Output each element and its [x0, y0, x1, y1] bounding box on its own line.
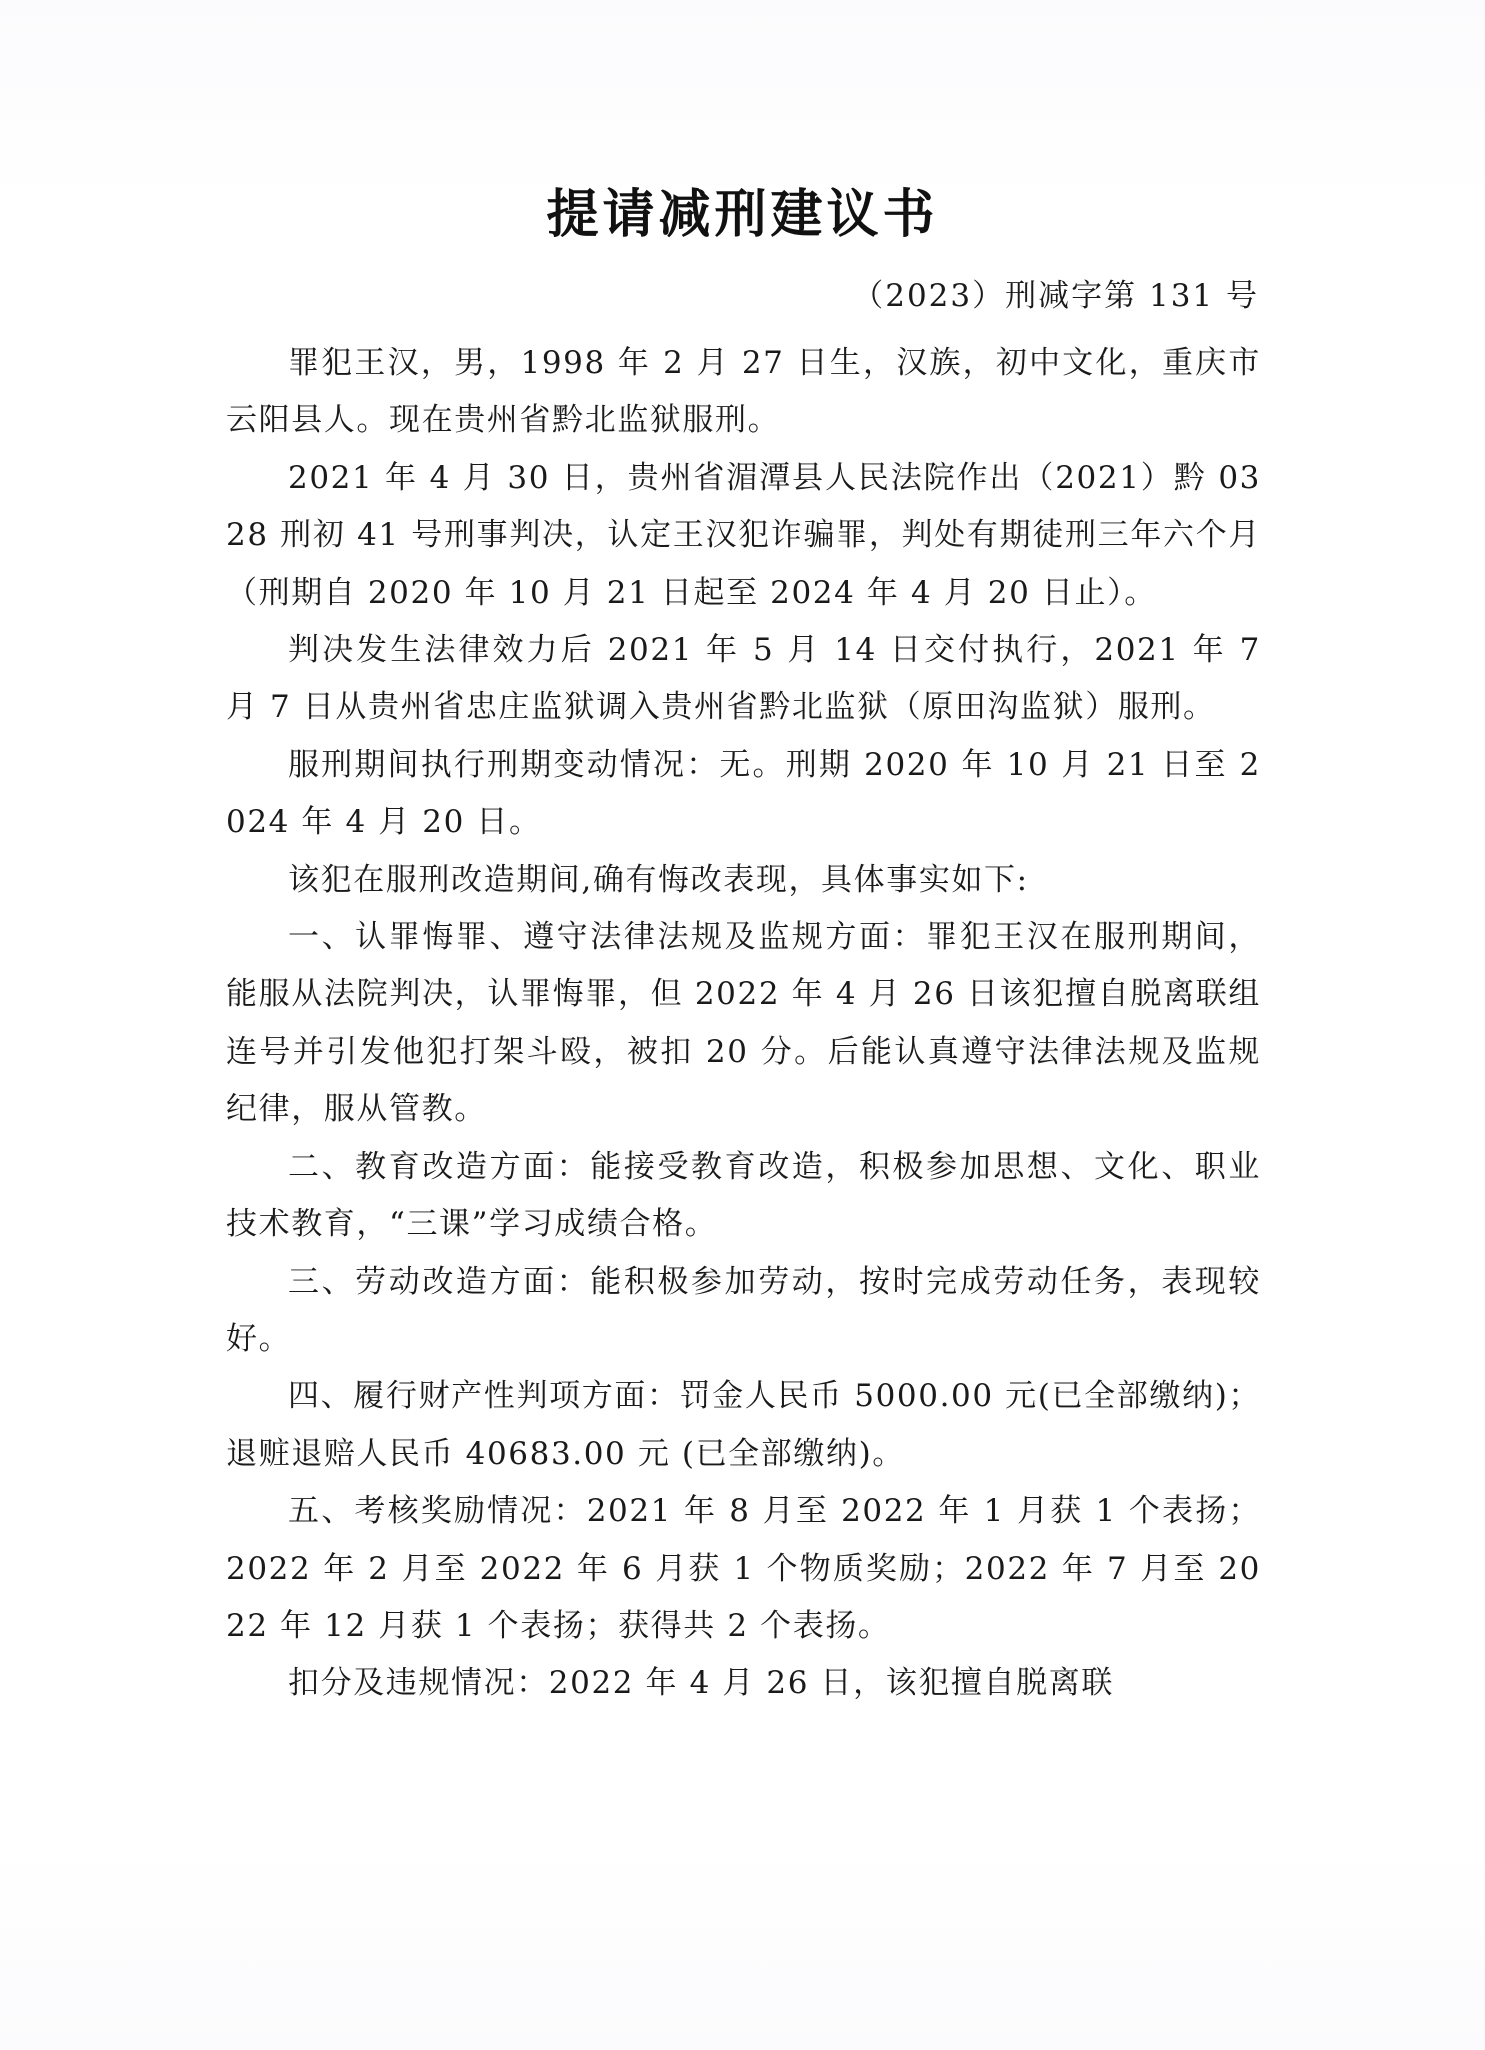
paragraph-item-5-rewards: 五、考核奖励情况：2021 年 8 月至 2022 年 1 月获 1 个表扬；2022 年 2 月至 2022 年 6 月获 1 个物质奖励；2022 年 7 月至 2022 年 12 月获 1 个表扬；获得共 2 个表扬。 [226, 1493, 1261, 1644]
document-title: 提请减刑建议书 [546, 185, 939, 245]
paragraph-judgment: 2021 年 4 月 30 日，贵州省湄潭县人民法院作出（2021）黔 0328 刑初 41 号刑事判决，认定王汉犯诈骗罪，判处有期徒刑三年六个月（刑期自 2020 年 10 月 21 日起至 2024 年 4 月 20 日止）。 [226, 459, 1261, 611]
document-body [226, 335, 1261, 1713]
paragraph-violations: 扣分及违规情况：2022 年 4 月 26 日，该犯擅自脱离联 [288, 1665, 1114, 1702]
document-number: （2023）刑减字第 131 号 [852, 278, 1259, 314]
paragraph-execution: 判决发生法律效力后 2021 年 5 月 14 日交付执行，2021 年 7 月 7 日从贵州省忠庄监狱调入贵州省黔北监狱（原田沟监狱）服刑。 [226, 632, 1261, 726]
paragraph-item-3-labor: 三、劳动改造方面：能积极参加劳动，按时完成劳动任务，表现较好。 [226, 1263, 1261, 1357]
paragraph-item-4-property: 四、履行财产性判项方面：罚金人民币 5000.00 元(已全部缴纳)；退赃退赔人民币 40683.00 元 (已全部缴纳)。 [226, 1378, 1261, 1472]
paragraph-personal-info: 罪犯王汉，男，1998 年 2 月 27 日生，汉族，初中文化，重庆市云阳县人。现在贵州省黔北监狱服刑。 [226, 345, 1261, 439]
paragraph-sentence-changes: 服刑期间执行刑期变动情况：无。刑期 2020 年 10 月 21 日至 2024 年 4 月 20 日。 [226, 746, 1261, 841]
paragraph-intro-facts: 该犯在服刑改造期间,确有悔改表现，具体事实如下: [288, 861, 1029, 898]
paragraph-item-2-education: 二、教育改造方面：能接受教育改造，积极参加思想、文化、职业技术教育，“三课”学习成绩合格。 [226, 1148, 1261, 1243]
paragraph-item-1-compliance: 一、认罪悔罪、遵守法律法规及监规方面：罪犯王汉在服刑期间，能服从法院判决，认罪悔罪，但 2022 年 4 月 26 日该犯擅自脱离联组连号并引发他犯打架斗殴，被扣 20 分。后能认真遵守法律法规及监规纪律，服从管教。 [226, 919, 1261, 1128]
